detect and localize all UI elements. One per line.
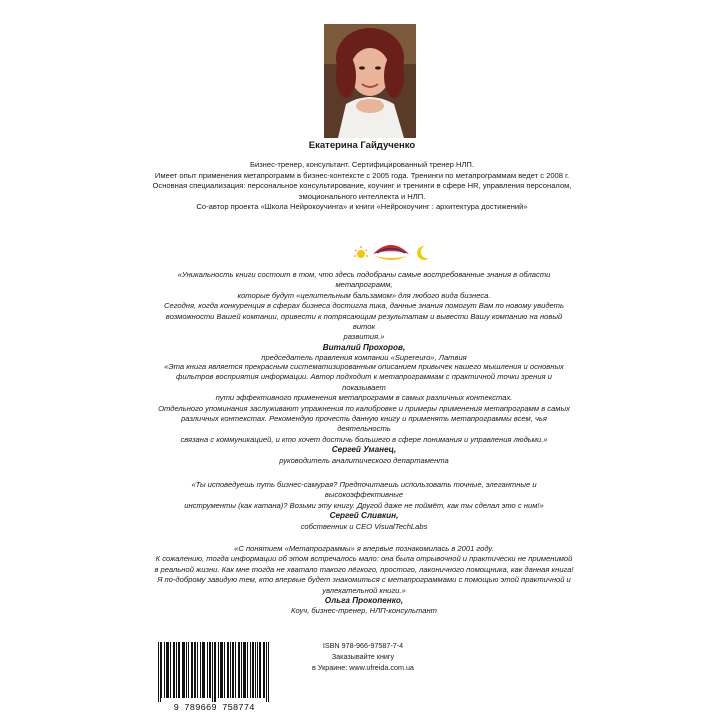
barcode-bar bbox=[179, 642, 180, 698]
store-link[interactable]: в Украине: www.ufreida.com.ua bbox=[312, 663, 414, 672]
bio-line: Бизнес-тренер, консультант. Сертифицированный тренер НЛП. bbox=[249, 160, 475, 169]
quote-line: Я по-доброму завидую тем, кто впервые будет знакомиться с метапрограммами с помощью этой практичной и bbox=[157, 575, 571, 585]
barcode-bar bbox=[214, 642, 215, 702]
barcode-bar bbox=[170, 642, 171, 698]
quote-line: которые будут «целительным бальзамом» для любого вида бизнеса. bbox=[237, 290, 491, 300]
barcode-bar bbox=[266, 642, 267, 702]
quote-author-position: руководитель аналитического департамента bbox=[279, 455, 449, 465]
barcode-bar bbox=[252, 642, 253, 698]
barcode-bar bbox=[260, 642, 261, 698]
barcode-bar bbox=[253, 642, 254, 698]
bio-line: Со-автор проекта «Школа Нейрокоучинга» и книги «Нейрокоучинг : архитектура достижений» bbox=[196, 202, 528, 212]
isbn-barcode bbox=[152, 640, 276, 712]
barcode-bar bbox=[228, 642, 229, 698]
author-bio bbox=[120, 160, 604, 213]
quote-line: различных контекстах. Рекомендую прочесть данную книгу и применять метапрограммы всем, чья деятельность bbox=[181, 414, 547, 434]
barcode-bar bbox=[218, 642, 219, 698]
barcode-bar bbox=[238, 642, 239, 698]
barcode-bar bbox=[207, 642, 208, 698]
barcode-bar bbox=[158, 642, 159, 702]
quote-line: «Уникальность книги состоит в том, что здесь подобраны самые востребованные знания в области метапрограмм, bbox=[177, 270, 551, 290]
barcode-bar bbox=[264, 642, 265, 698]
barcode-bar bbox=[221, 642, 222, 698]
barcode-bar bbox=[161, 642, 162, 698]
barcode-bar bbox=[184, 642, 185, 698]
barcode-bar bbox=[244, 642, 245, 698]
barcode-bar bbox=[233, 642, 234, 698]
barcode-bar bbox=[259, 642, 260, 698]
barcode-bar bbox=[168, 642, 169, 698]
back-cover bbox=[120, 0, 604, 720]
quote-author: Виталий Прохоров, bbox=[322, 342, 406, 352]
order-text: Заказывайте книгу bbox=[331, 652, 395, 661]
barcode-bar bbox=[164, 642, 165, 698]
quote-line: «Эта книга является прекрасным систематизированным описанием привычек нашего мышления и основных bbox=[164, 362, 564, 371]
testimonial bbox=[154, 544, 574, 617]
barcode-bar bbox=[182, 642, 183, 698]
testimonial bbox=[154, 480, 574, 532]
bio-line: Основная специализация: персональное консультирование, коучинг и тренинги в сфере HR, управления персоналом, bbox=[152, 181, 572, 191]
barcode-bar bbox=[241, 642, 242, 698]
quote-author: Сергей Уманец, bbox=[331, 445, 397, 455]
barcode-bar bbox=[200, 642, 201, 698]
barcode-bar bbox=[268, 642, 269, 702]
quote-line: развития.» bbox=[343, 332, 385, 342]
barcode-bar bbox=[257, 642, 258, 698]
barcode-bar bbox=[250, 642, 251, 698]
barcode-bar bbox=[160, 642, 161, 702]
sun-icon bbox=[354, 246, 368, 258]
quote-line: в реальной жизни. Как мне тогда не хватало такого лёгкого, простого, лаконичного помощника, как данная книга! bbox=[154, 564, 574, 574]
author-name: Екатерина Гайдученко bbox=[308, 140, 416, 151]
quote-line: возможности Вашей компании, привести к потрясающим результатам и вывести Вашу компанию на новый виток bbox=[165, 311, 563, 332]
barcode-bar bbox=[191, 642, 192, 698]
barcode-bar bbox=[192, 642, 193, 698]
barcode-bar bbox=[230, 642, 231, 698]
barcode-bar bbox=[194, 642, 195, 698]
quote-line: «Ты исповедуешь путь бизнес-самурая? Предпочитаешь использовать точные, элегантные и высокоэффективные bbox=[191, 480, 537, 500]
quote-line: увлекательной книги.» bbox=[322, 585, 406, 595]
author-photo bbox=[324, 24, 416, 138]
barcode-bar bbox=[239, 642, 240, 698]
quote-line: фильтров восприятия информации. Автор подходит к метапрограммам с практичной точки зрения и показывает bbox=[176, 372, 552, 392]
barcode-bar bbox=[203, 642, 204, 698]
quote-author-position: председатель правления компании «Supereuro», Латвия bbox=[261, 353, 467, 363]
quote-line: Отдельного упоминания заслуживают упражнения по калибровке и примеры применения метапрограмм в самых bbox=[158, 403, 570, 413]
barcode-bar bbox=[202, 642, 203, 698]
quote-line: пути эффективного применения метапрограмм в самых различных контекстах. bbox=[215, 393, 513, 403]
barcode-bar bbox=[166, 642, 167, 698]
quote-author-position: собственник и CEO VisualTechLabs bbox=[300, 521, 428, 531]
barcode-bar bbox=[178, 642, 179, 698]
quote-author: Сергей Сливкин, bbox=[329, 511, 399, 521]
quote-line: «С понятием «Метапрограммы» я впервые познакомилась в 2001 году. bbox=[234, 544, 494, 553]
barcode-bar bbox=[220, 642, 221, 698]
bio-line: Имеет опыт применения метапрограмм в бизнес-контексте с 2005 года. Тренинги по метапрограммам ведет с 2008 г. bbox=[154, 170, 570, 180]
quote-line: связана с коммуникацией, и кто хочет достичь большего в сфере понимания и управления людьми.» bbox=[180, 434, 548, 444]
barcode-bar bbox=[255, 642, 256, 698]
quote-line: Сегодня, когда конкуренция в сферах бизнеса достигла пика, данные знания помогут Вам по новому увидеть bbox=[164, 301, 564, 311]
barcode-bar bbox=[209, 642, 210, 698]
isbn-number: ISBN 978-966-97587-7-4 bbox=[322, 641, 404, 650]
book-info bbox=[298, 640, 428, 673]
barcode-bar bbox=[188, 642, 189, 698]
neurocoaching-logo bbox=[353, 236, 435, 266]
testimonial bbox=[154, 362, 574, 466]
barcode-bar bbox=[263, 642, 264, 698]
quote-author: Ольга Прокопенко, bbox=[324, 596, 404, 606]
barcode-bar bbox=[186, 642, 187, 698]
barcode-bar bbox=[215, 642, 216, 702]
barcode-bar bbox=[197, 642, 198, 698]
barcode-digits: 9 789669 758774 bbox=[173, 703, 255, 712]
quote-line: инструменты (как катана)? Возьми эту книгу. Другой даже не поймёт, как ты сделал это с ним!» bbox=[184, 500, 544, 510]
barcode-bar bbox=[204, 642, 205, 698]
bio-line: эмоционального интеллекта и НЛП. bbox=[298, 191, 426, 201]
barcode-bar bbox=[245, 642, 246, 698]
barcode-bar bbox=[176, 642, 177, 698]
barcode-bar bbox=[173, 642, 174, 698]
barcode-bar bbox=[235, 642, 236, 698]
barcode-bar bbox=[232, 642, 233, 698]
barcode-bar bbox=[174, 642, 175, 698]
barcode-bar bbox=[210, 642, 211, 698]
barcode-bar bbox=[227, 642, 228, 698]
barcode-bar bbox=[195, 642, 196, 698]
barcode-bar bbox=[224, 642, 225, 698]
barcode-bar bbox=[183, 642, 184, 698]
testimonial bbox=[154, 270, 574, 364]
barcode-bar bbox=[222, 642, 223, 698]
moon-icon bbox=[417, 246, 429, 260]
quote-line: К сожалению, тогда информации об этом встречалось мало: она была отрывочной и практически не применимой bbox=[155, 554, 573, 564]
barcode-bar bbox=[247, 642, 248, 698]
barcode-bar bbox=[212, 642, 213, 702]
barcode-bar bbox=[243, 642, 244, 698]
quote-author-position: Коуч, бизнес-тренер, НЛП-консультант bbox=[291, 606, 437, 616]
barcode-bar bbox=[167, 642, 168, 698]
